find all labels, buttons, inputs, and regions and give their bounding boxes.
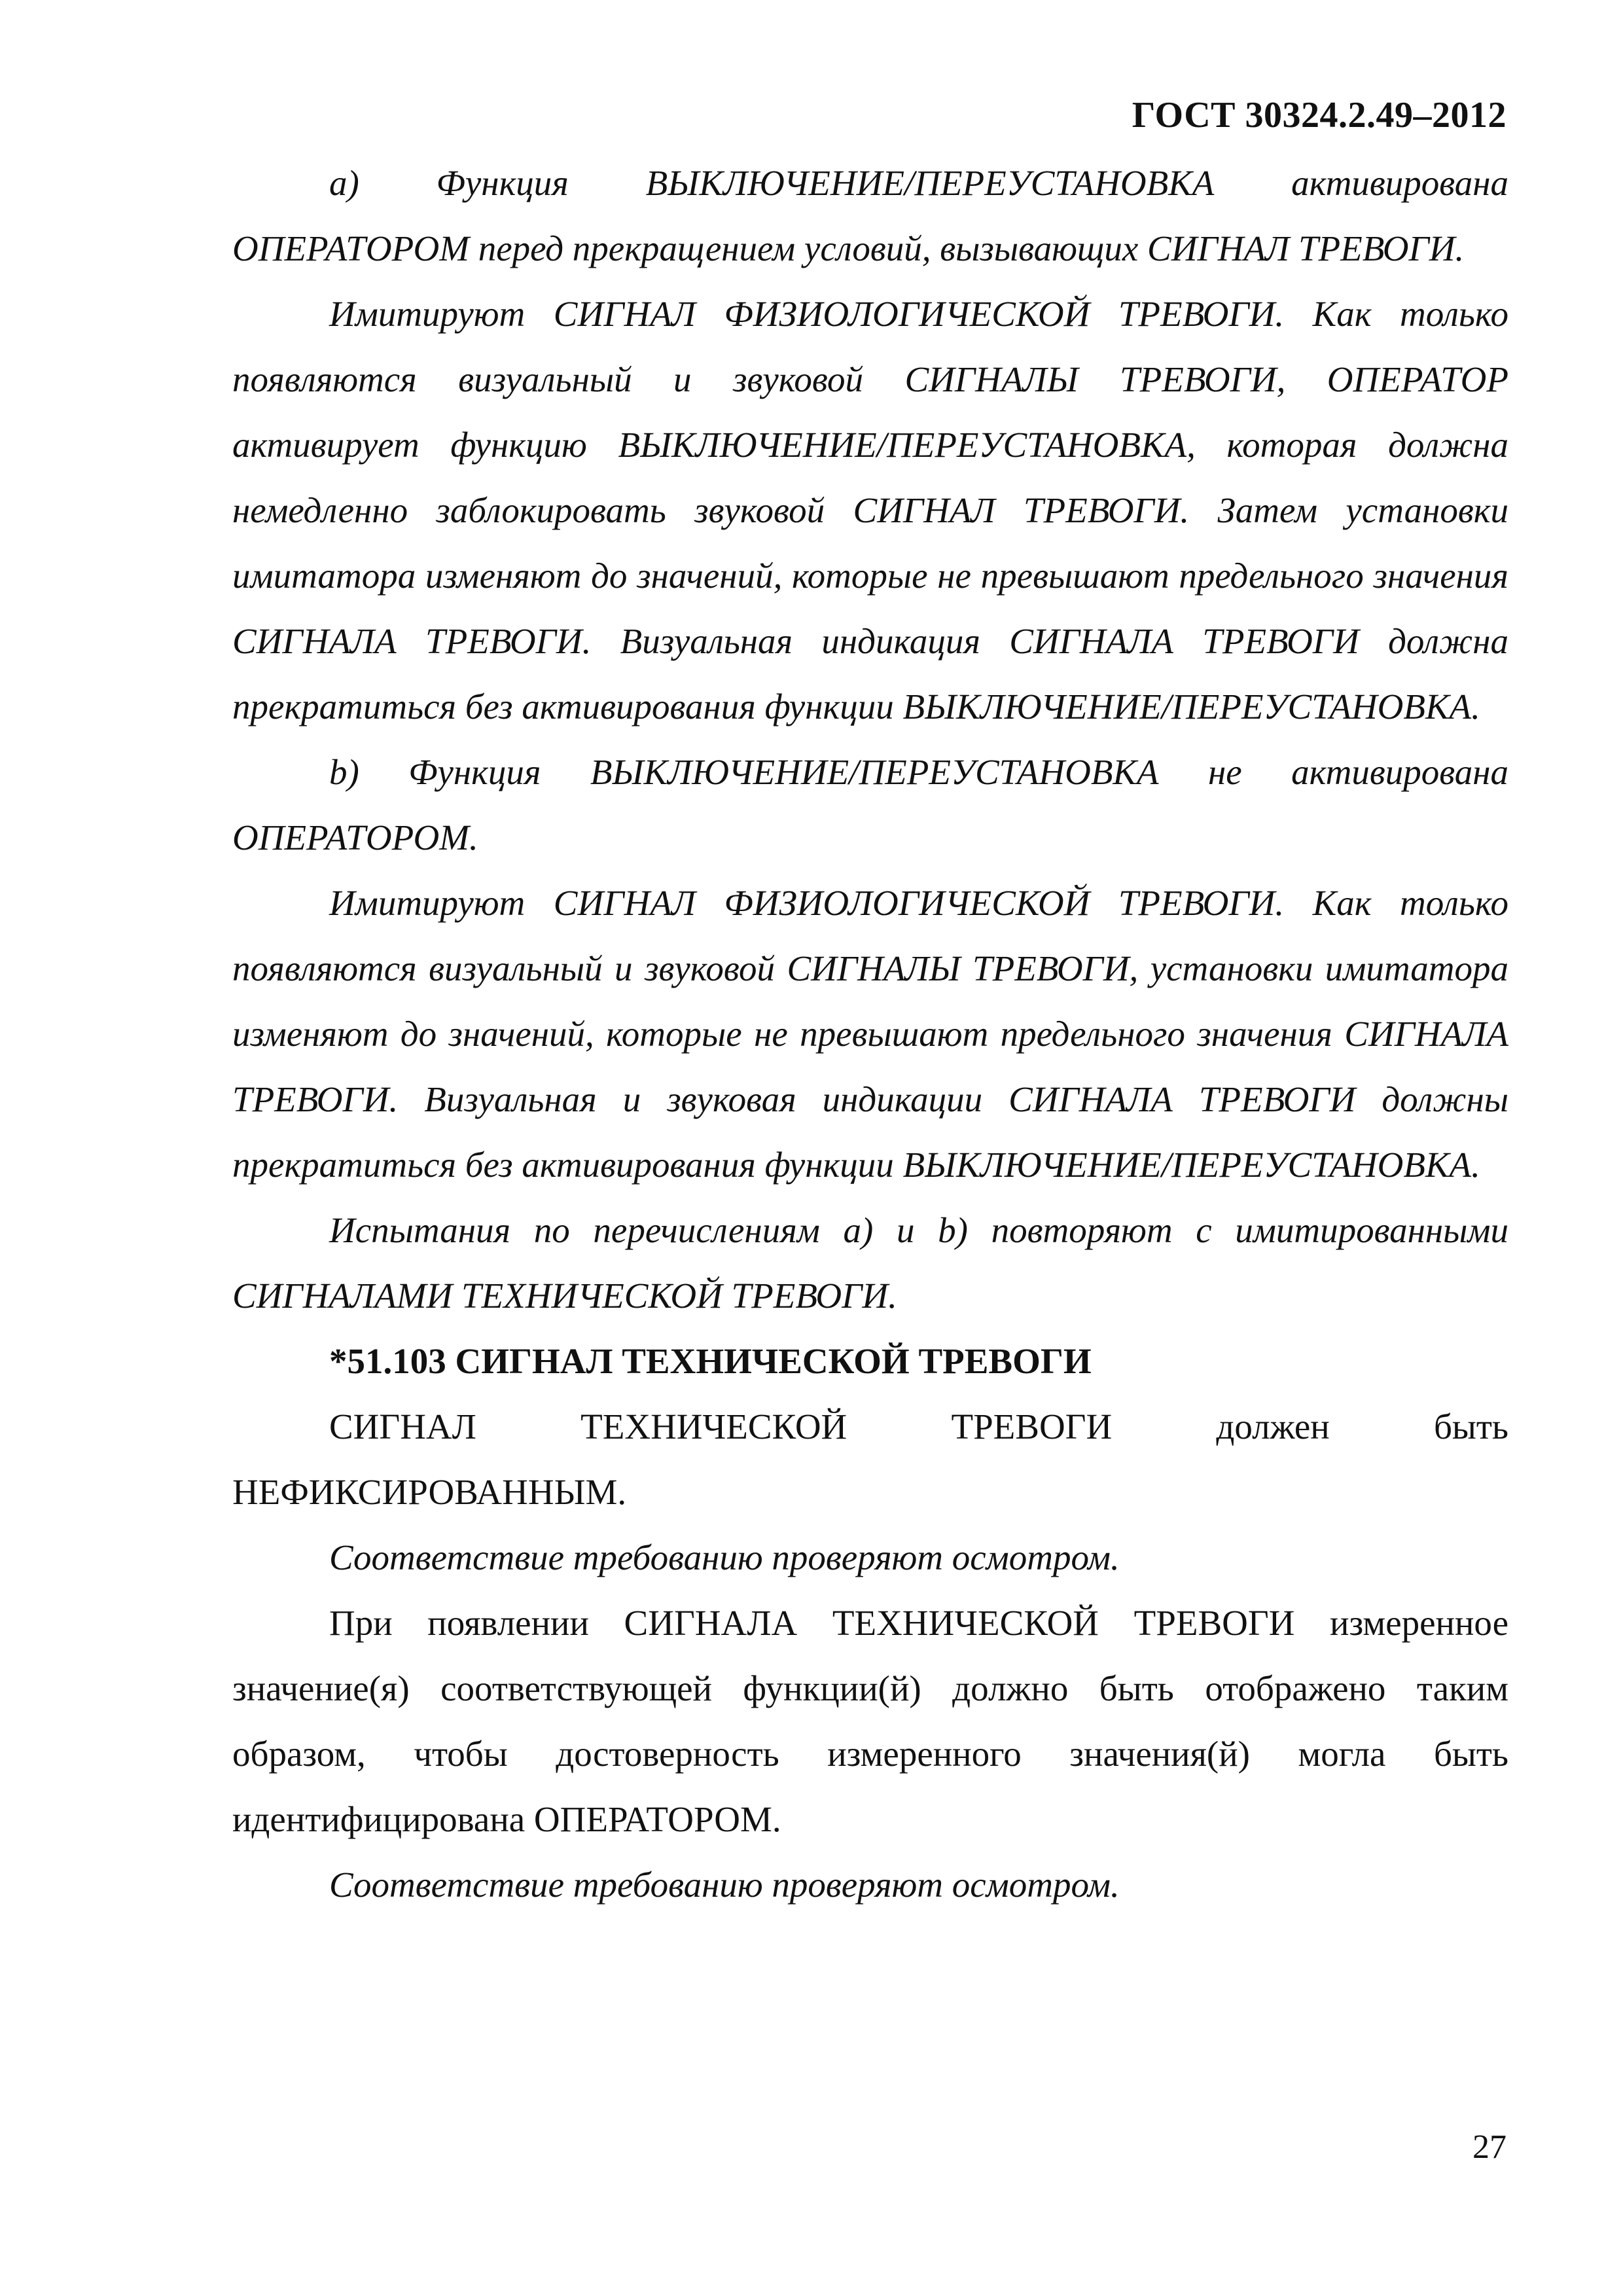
section-heading: *51.103 СИГНАЛ ТЕХНИЧЕСКОЙ ТРЕВОГИ — [329, 1341, 1092, 1381]
list-item-a: a) Функция ВЫКЛЮЧЕНИЕ/ПЕРЕУСТАНОВКА активирована ОПЕРАТОРОМ перед прекращением условий, вызывающих СИГНАЛ ТРЕВОГИ. — [232, 163, 1508, 268]
list-item-b: b) Функция ВЫКЛЮЧЕНИЕ/ПЕРЕУСТАНОВКА не активирована ОПЕРАТОРОМ. — [232, 752, 1508, 857]
standard-id-header: ГОСТ 30324.2.49–2012 — [1132, 95, 1507, 135]
list-item-b-description: Имитируют СИГНАЛ ФИЗИОЛОГИЧЕСКОЙ ТРЕВОГИ. Как только появляются визуальный и звуковой СИГНАЛЫ ТРЕВОГИ, установки имитатора изменяют до значений, которые не превышают предельного значения СИГНАЛА ТРЕВОГИ. Визуальная и звуковая индикации СИГНАЛА ТРЕВОГИ должны прекратиться без активирования функции ВЫКЛЮЧЕНИЕ/ПЕРЕУСТАНОВКА. — [232, 883, 1508, 1185]
compliance-check-1: Соответствие требованию проверяют осмотром. — [329, 1537, 1120, 1577]
document-body — [232, 151, 1508, 1918]
list-item-a-description: Имитируют СИГНАЛ ФИЗИОЛОГИЧЕСКОЙ ТРЕВОГИ. Как только появляются визуальный и звуковой СИГНАЛЫ ТРЕВОГИ, ОПЕРАТОР активирует функцию ВЫКЛЮЧЕНИЕ/ПЕРЕУСТАНОВКА, которая должна немедленно заблокировать звуковой СИГНАЛ ТРЕВОГИ. Затем установки имитатора изменяют до значений, которые не превышают предельного значения СИГНАЛА ТРЕВОГИ. Визуальная индикация СИГНАЛА ТРЕВОГИ должна прекратиться без активирования функции ВЫКЛЮЧЕНИЕ/ПЕРЕУСТАНОВКА. — [232, 294, 1508, 726]
section-requirement-2: При появлении СИГНАЛА ТЕХНИЧЕСКОЙ ТРЕВОГИ измеренное значение(я) соответствующей функции(й) должно быть отображено таким образом, чтобы достоверность измеренного значения(й) могла быть идентифицирована ОПЕРАТОРОМ. — [232, 1603, 1508, 1839]
compliance-check-2: Соответствие требованию проверяют осмотром. — [329, 1865, 1120, 1905]
repeat-test-note: Испытания по перечислениям a) и b) повторяют с имитированными СИГНАЛАМИ ТЕХНИЧЕСКОЙ ТРЕВОГИ. — [232, 1210, 1508, 1316]
page-number: 27 — [1472, 2128, 1507, 2166]
section-requirement-1: СИГНАЛ ТЕХНИЧЕСКОЙ ТРЕВОГИ должен быть НЕФИКСИРОВАННЫМ. — [232, 1407, 1508, 1512]
